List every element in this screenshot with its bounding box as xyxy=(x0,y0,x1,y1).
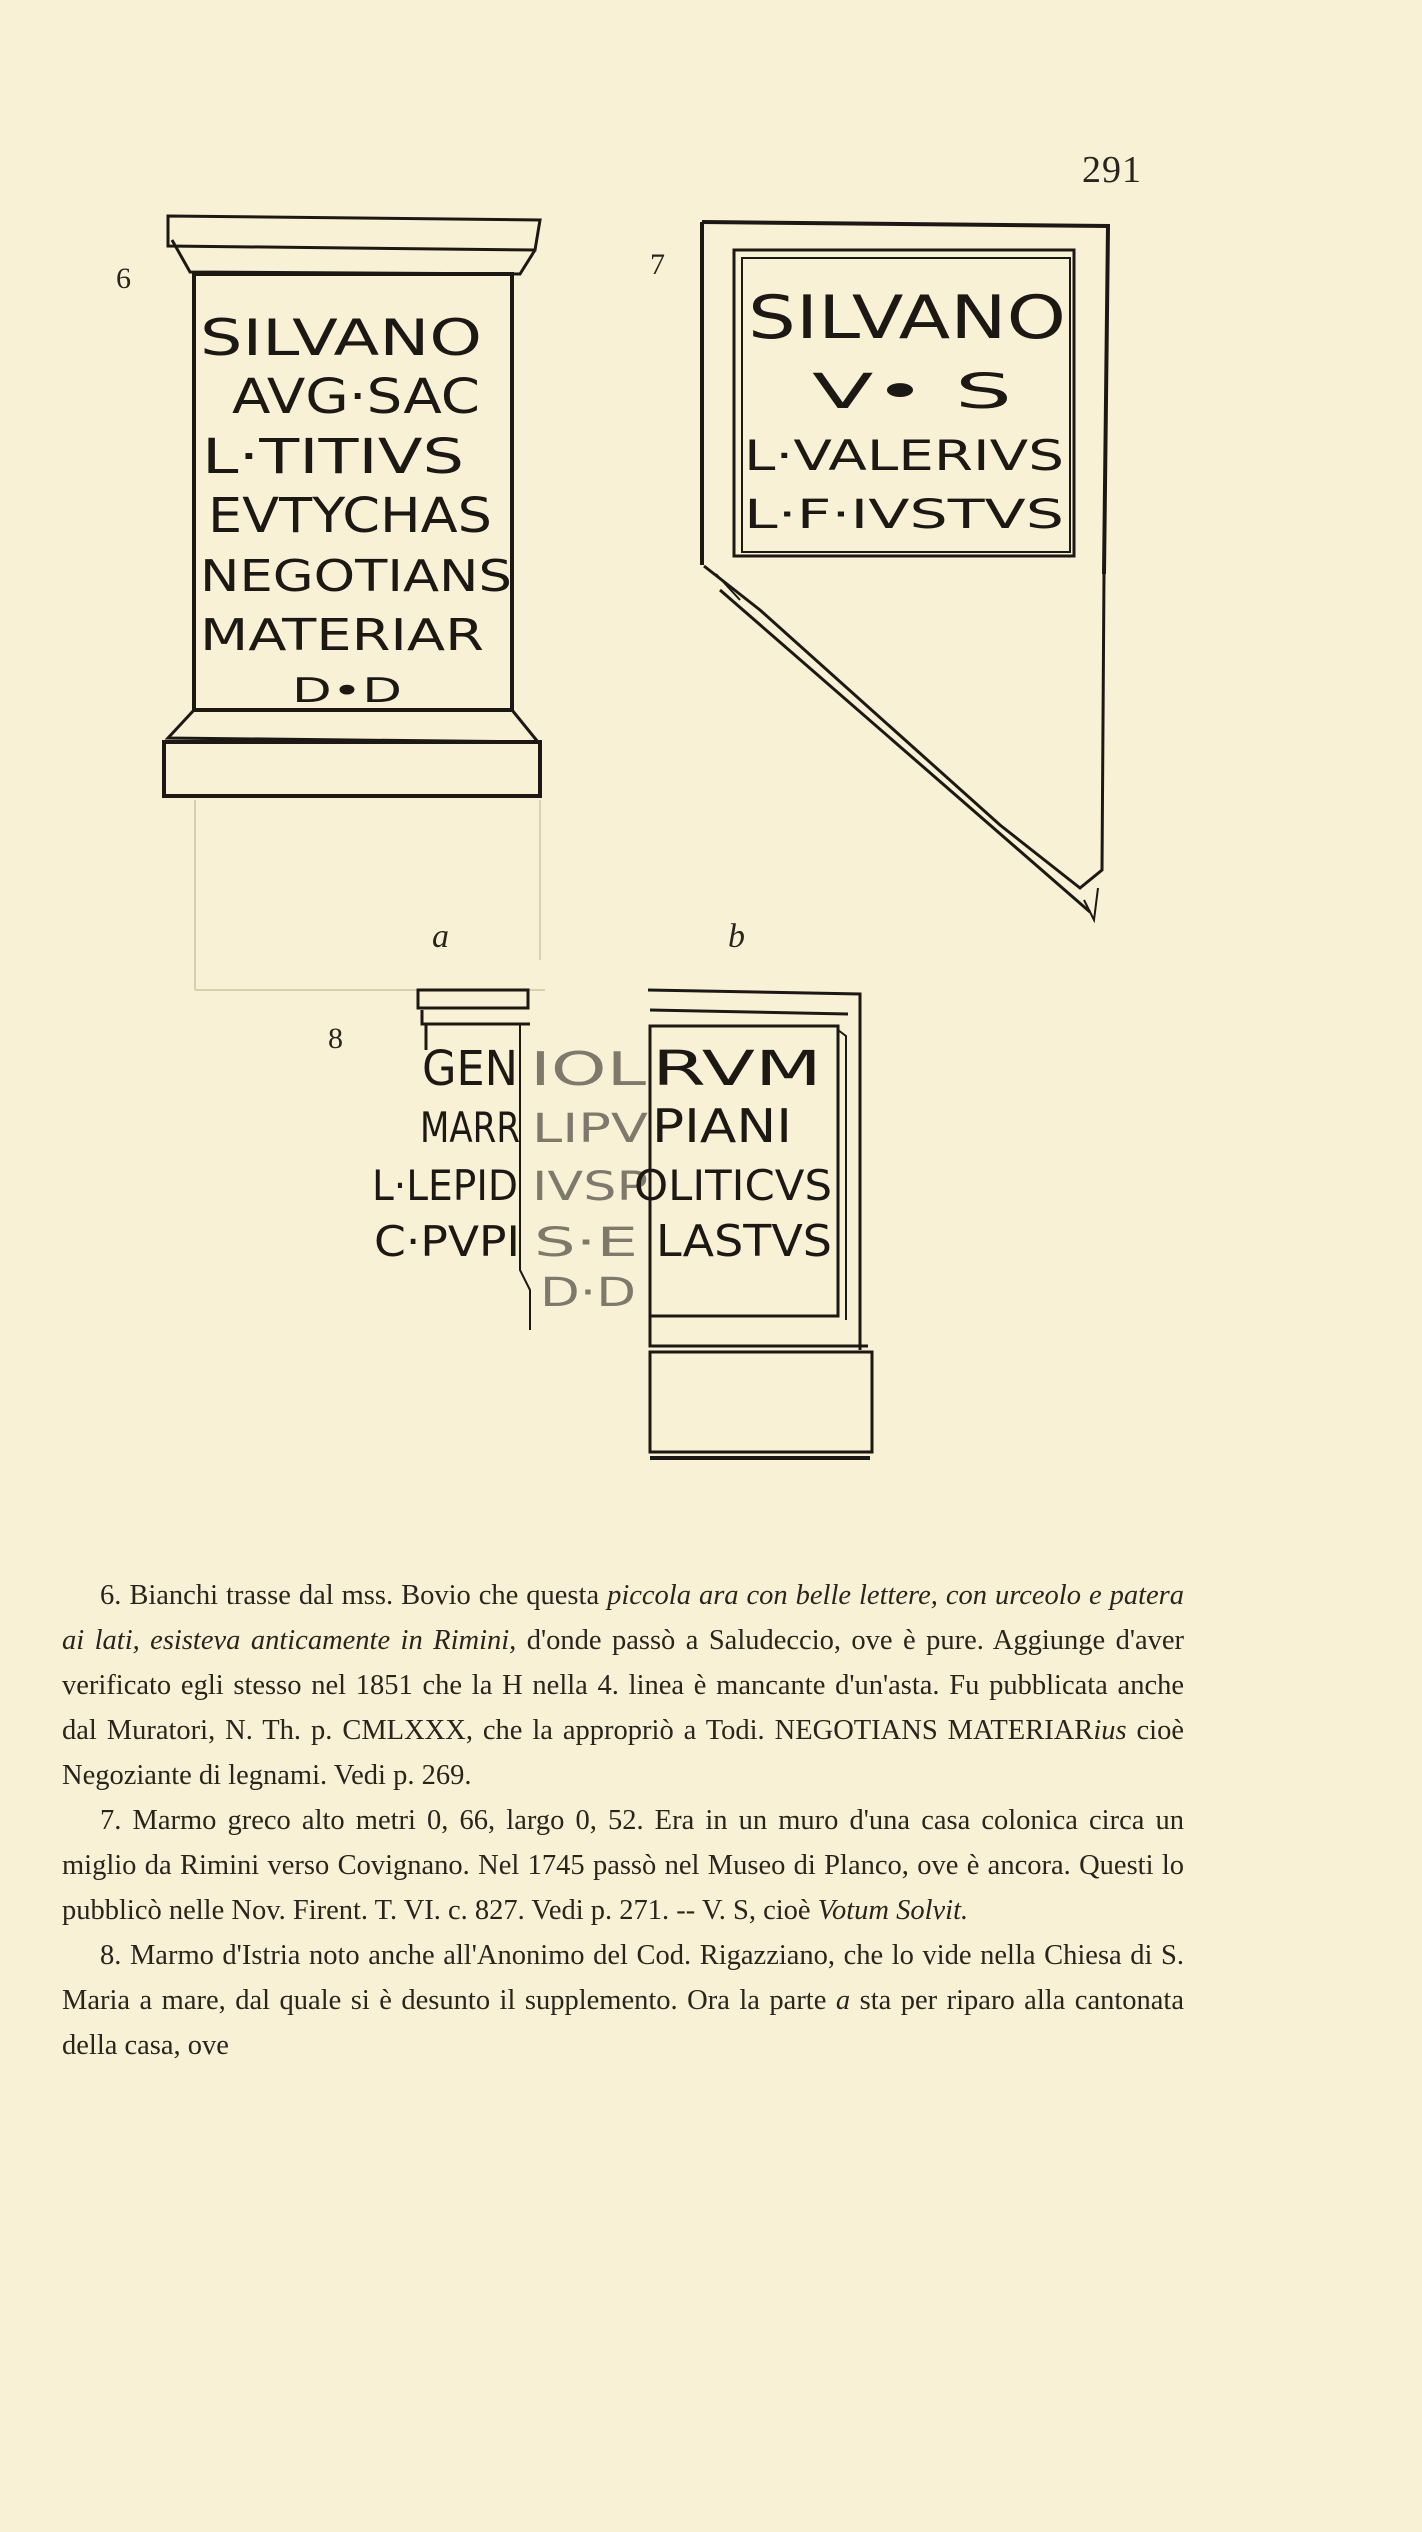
figure-7-text xyxy=(744,283,1066,538)
svg-text:LASTVS: LASTVS xyxy=(656,1216,832,1267)
svg-text:AVG·SAC: AVG·SAC xyxy=(232,369,480,425)
svg-text:OLITICVS: OLITICVS xyxy=(634,1161,832,1210)
svg-text:D•D: D•D xyxy=(292,671,402,711)
svg-text:L·TITIVS: L·TITIVS xyxy=(202,429,464,485)
svg-text:RVM: RVM xyxy=(652,1041,822,1097)
svg-text:GEN: GEN xyxy=(422,1041,518,1097)
page-number: 291 xyxy=(1082,149,1142,191)
commentary xyxy=(62,1573,1184,2068)
svg-text:SILVANO: SILVANO xyxy=(748,283,1066,353)
svg-text:C·PVPI: C·PVPI xyxy=(374,1217,520,1266)
commentary-paragraph-8: 8. Marmo d'Istria noto anche all'Anonimo del Cod. Rigazziano, che lo vide nella Chiesa di S. Maria a mare, dal quale si è desunto il supplemento. Ora la parte a sta per riparo alla cantonata della casa, ove xyxy=(62,1940,1184,2061)
figure-8-text xyxy=(372,1041,832,1316)
svg-text:MARR: MARR xyxy=(420,1103,520,1152)
figure-7-number: 7 xyxy=(650,248,665,281)
svg-text:S·E: S·E xyxy=(534,1220,638,1266)
svg-text:L·LEPID: L·LEPID xyxy=(372,1161,518,1210)
svg-text:D·D: D·D xyxy=(540,1270,636,1316)
svg-text:PIANI: PIANI xyxy=(652,1099,792,1153)
figure-6-number: 6 xyxy=(116,262,131,295)
figure-8-number: 8 xyxy=(328,1022,343,1055)
svg-text:SILVANO: SILVANO xyxy=(200,309,482,367)
figure-8-part-a-label: a xyxy=(432,918,449,955)
svg-text:NEGOTIANS: NEGOTIANS xyxy=(200,551,512,602)
commentary-paragraph-6: 6. Bianchi trasse dal mss. Bovio che questa piccola ara con belle lettere, con urceolo e patera ai lati, esisteva anticamente in Rimini, d'onde passò a Saludeccio, ove è pure. Aggiunge d'aver verificato egli stesso nel 1851 che la H nella 4. linea è mancante d'un'asta. Fu pubblicata anche dal Muratori, N. Th. p. CMLXXX, che la appropriò a Todi. NEGOTIANS MATERIARius cioè Negoziante di legnami. Vedi p. 269. xyxy=(62,1580,1184,1791)
figure-6-text xyxy=(200,309,512,711)
svg-text:IVSP: IVSP xyxy=(532,1164,648,1210)
svg-text:L·VALERIVS: L·VALERIVS xyxy=(744,431,1064,480)
svg-text:V• S: V• S xyxy=(812,364,1012,420)
svg-text:L·F·IVSTVS: L·F·IVSTVS xyxy=(744,492,1064,538)
commentary-paragraph-7: 7. Marmo greco alto metri 0, 66, largo 0, 52. Era in un muro d'una casa colonica circa un miglio da Rimini verso Covignano. Nel 1745 passò nel Museo di Planco, ove è ancora. Questi lo pubblicò nelle Nov. Firent. T. VI. c. 827. Vedi p. 271. -- V. S, cioè Votum Solvit. xyxy=(62,1805,1184,1926)
svg-text:EVTYCHAS: EVTYCHAS xyxy=(208,488,492,544)
figure-8-part-b-label: b xyxy=(728,918,745,955)
svg-text:IOL: IOL xyxy=(530,1042,647,1096)
svg-text:LIPV: LIPV xyxy=(532,1106,649,1152)
svg-text:MATERIAR: MATERIAR xyxy=(200,610,484,661)
